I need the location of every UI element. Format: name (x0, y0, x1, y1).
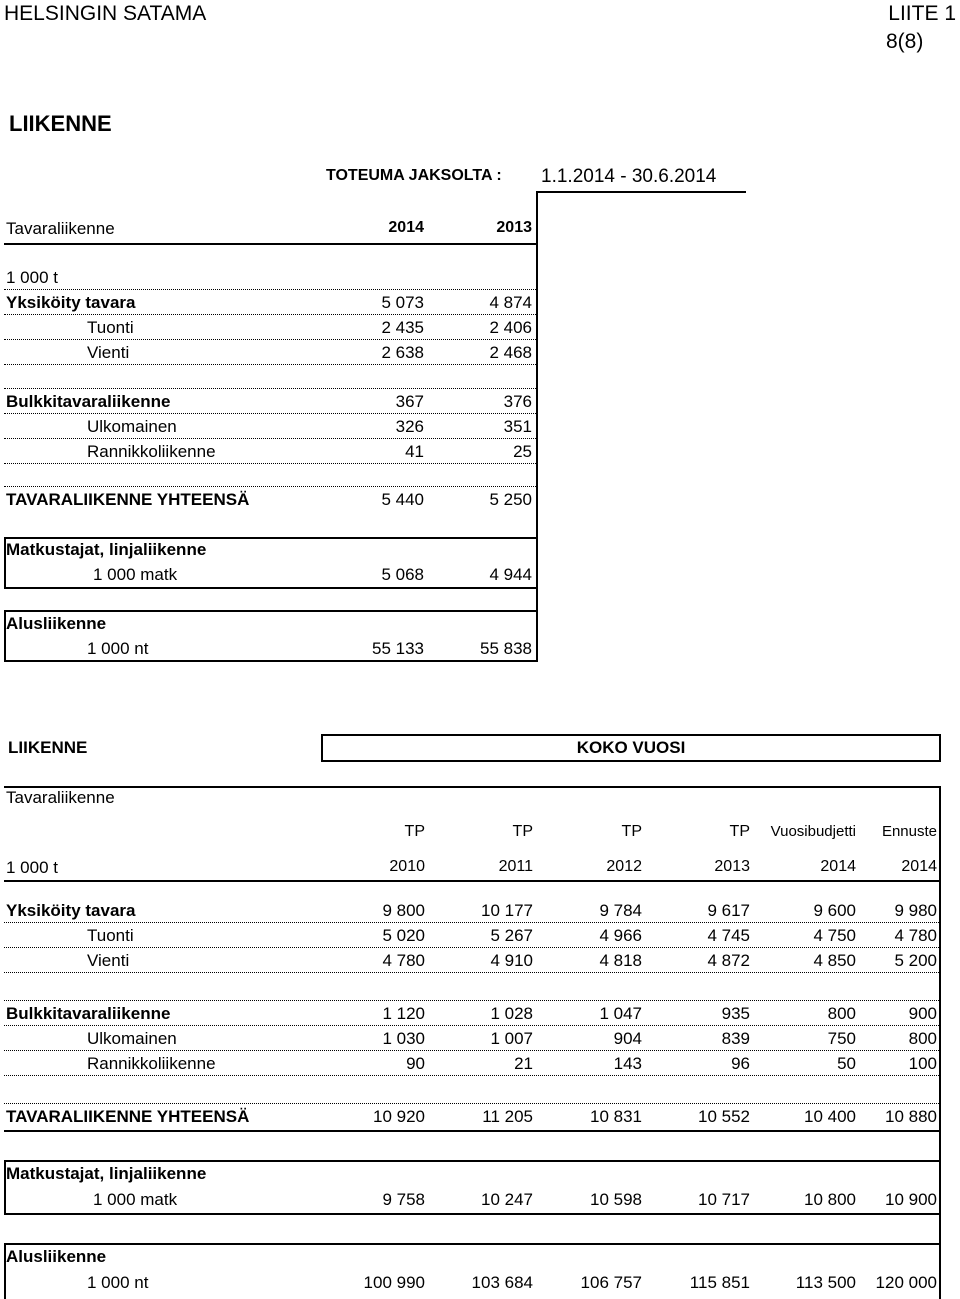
table-cell: 839 (721, 1029, 750, 1048)
table-cell: 2 468 (489, 343, 532, 362)
table2-col-top: TP (729, 823, 750, 840)
table2-rule (4, 1075, 939, 1076)
table1-rule (4, 660, 538, 662)
table-cell: 55 838 (480, 639, 532, 658)
table-cell: 1 120 (382, 1004, 425, 1023)
table-cell: 113 500 (795, 1273, 856, 1292)
table-cell: 5 073 (381, 293, 424, 312)
table-cell: 4 818 (599, 951, 642, 970)
page-number: 8(8) (886, 30, 924, 53)
table-cell: 800 (908, 1029, 937, 1048)
table-cell: 4 910 (490, 951, 533, 970)
table2-col-year: 2011 (498, 858, 533, 875)
table2-col-year: 2010 (389, 858, 425, 875)
table-cell: 367 (395, 392, 424, 411)
table1-rule (4, 364, 536, 365)
appendix-label: LIITE 1 (888, 2, 956, 25)
table-row-label: Tuonti (87, 318, 134, 337)
table1-rule (4, 339, 536, 340)
table-cell: 21 (514, 1054, 533, 1073)
table2-right-border (939, 786, 941, 1299)
table-cell: 1 007 (490, 1029, 533, 1048)
table-cell: 41 (405, 442, 424, 461)
table2-rule (4, 1103, 939, 1104)
table-cell: 5 440 (381, 490, 424, 509)
table-cell: 5 068 (381, 565, 424, 584)
table-row-label: Bulkkitavaraliikenne (6, 1004, 171, 1023)
table-cell: 9 617 (707, 901, 750, 920)
table-row-label: Matkustajat, linjaliikenne (6, 1164, 207, 1183)
table-row-label: Ulkomainen (87, 417, 177, 436)
table-cell: 2 435 (381, 318, 424, 337)
table1-rule (4, 388, 536, 389)
table-row-label: Rannikkoliikenne (87, 1054, 216, 1073)
table-cell: 10 177 (481, 901, 533, 920)
table-cell: 4 966 (599, 926, 642, 945)
table-row-label: Ulkomainen (87, 1029, 177, 1048)
table2-rule (4, 1130, 941, 1132)
table-row-label: Rannikkoliikenne (87, 442, 216, 461)
table-cell: 1 047 (599, 1004, 642, 1023)
table1-rule (4, 486, 536, 487)
table2-col-top: TP (621, 823, 642, 840)
table-cell: 9 600 (813, 901, 856, 920)
table-cell: 9 980 (894, 901, 937, 920)
table-cell: 96 (731, 1054, 750, 1073)
table-cell: 4 872 (707, 951, 750, 970)
table1-col-2014: 2014 (388, 219, 424, 236)
table-row-label: Vienti (87, 343, 130, 362)
table-row-label: Alusliikenne (6, 614, 107, 633)
table-cell: 90 (406, 1054, 425, 1073)
table1-rule (4, 413, 536, 414)
table-row-label: Yksiköity tavara (6, 901, 136, 920)
table-cell: 326 (395, 417, 424, 436)
table-row-label: 1 000 nt (87, 639, 149, 658)
table-row-label: Tuonti (87, 926, 134, 945)
table-cell: 9 784 (599, 901, 642, 920)
table-cell: 351 (503, 417, 532, 436)
table-cell: 5 267 (490, 926, 533, 945)
table-row-label: Vienti (87, 951, 130, 970)
table-cell: 2 638 (381, 343, 424, 362)
table1-section-label: Tavaraliikenne (6, 219, 115, 238)
table1-rule (4, 289, 536, 290)
table1-rule (4, 314, 536, 315)
table-cell: 4 780 (382, 951, 425, 970)
table-cell: 935 (721, 1004, 750, 1023)
table-cell: 5 250 (489, 490, 532, 509)
table-cell: 4 780 (894, 926, 937, 945)
table-cell: 5 020 (382, 926, 425, 945)
table2-rule (4, 1160, 941, 1162)
table1-rule (4, 610, 538, 612)
table2-rule (4, 1213, 941, 1215)
table2-unit: 1 000 t (6, 858, 58, 877)
table-cell: 106 757 (580, 1273, 642, 1292)
table-cell: 100 990 (363, 1273, 425, 1292)
period-label: TOTEUMA JAKSOLTA : (326, 167, 502, 184)
table-row-label: Matkustajat, linjaliikenne (6, 540, 207, 559)
period-underline (536, 191, 746, 193)
table-cell: 143 (613, 1054, 642, 1073)
table-cell: 10 400 (804, 1107, 856, 1126)
table-cell: 1 028 (490, 1004, 533, 1023)
table1-rule (4, 463, 536, 464)
table-cell: 2 406 (489, 318, 532, 337)
period-value: 1.1.2014 - 30.6.2014 (541, 166, 717, 187)
table-cell: 750 (827, 1029, 856, 1048)
table-row-label: 1 000 matk (93, 1190, 178, 1209)
table2-col-top: TP (404, 823, 425, 840)
page-title: LIIKENNE (9, 111, 112, 136)
table-cell: 10 552 (698, 1107, 750, 1126)
table2-rule (4, 947, 939, 948)
table-row-label: TAVARALIIKENNE YHTEENSÄ (6, 1107, 250, 1126)
table2-top-rule (4, 786, 941, 788)
table-cell: 904 (613, 1029, 642, 1048)
table1-rule (4, 438, 536, 439)
table-cell: 11 205 (482, 1107, 533, 1126)
table1-unit: 1 000 t (6, 268, 58, 287)
table2-col-year: 2014 (820, 858, 856, 875)
table2-col-top: Ennuste (881, 823, 937, 840)
table2-title: LIIKENNE (8, 738, 88, 757)
table2-col-year: 2013 (714, 858, 750, 875)
table1-left-border (4, 610, 6, 662)
org-name: HELSINGIN SATAMA (4, 2, 207, 25)
table-cell: 4 944 (489, 565, 532, 584)
table-row-label: 1 000 matk (93, 565, 178, 584)
table-cell: 9 758 (382, 1190, 425, 1209)
table-row-label: 1 000 nt (87, 1273, 149, 1292)
table2-rule (4, 922, 939, 923)
table1-rule (4, 587, 538, 589)
table1-rule (4, 537, 538, 539)
table1-header-rule (4, 243, 538, 245)
table1-right-border (536, 192, 538, 662)
table-cell: 10 800 (804, 1190, 856, 1209)
table2-left-border (4, 1160, 6, 1215)
table-cell: 120 000 (875, 1273, 937, 1292)
table-cell: 4 750 (813, 926, 856, 945)
table2-rule (4, 880, 941, 882)
table-cell: 103 684 (471, 1273, 533, 1292)
table-cell: 10 598 (590, 1190, 642, 1209)
table2-rule (4, 1050, 939, 1051)
table-cell: 4 745 (707, 926, 750, 945)
table2-rule (4, 1025, 939, 1026)
table-cell: 9 800 (382, 901, 425, 920)
table1-left-border (4, 537, 6, 589)
table-row-label: TAVARALIIKENNE YHTEENSÄ (6, 490, 250, 509)
table-cell: 10 247 (481, 1190, 533, 1209)
table-cell: 4 874 (489, 293, 532, 312)
table2-col-year: 2012 (606, 858, 642, 875)
table-cell: 100 (908, 1054, 937, 1073)
table-row-label: Bulkkitavaraliikenne (6, 392, 171, 411)
table2-rule (4, 1243, 941, 1245)
table-cell: 10 920 (373, 1107, 425, 1126)
table-cell: 10 831 (590, 1107, 642, 1126)
table2-col-top: TP (512, 823, 533, 840)
table-cell: 1 030 (382, 1029, 425, 1048)
table2-col-top: Vuosibudjetti (770, 823, 856, 840)
table-cell: 10 880 (885, 1107, 937, 1126)
table2-rule (4, 972, 939, 973)
table-row-label: Yksiköity tavara (6, 293, 136, 312)
table-cell: 50 (837, 1054, 856, 1073)
table-cell: 55 133 (372, 639, 424, 658)
table1-col-2013: 2013 (496, 219, 532, 236)
table2-period: KOKO VUOSI (576, 738, 686, 757)
table2-col-year: 2014 (901, 858, 937, 875)
table-row-label: Alusliikenne (6, 1247, 107, 1266)
table-cell: 25 (513, 442, 532, 461)
table-cell: 376 (503, 392, 532, 411)
table-cell: 5 200 (894, 951, 937, 970)
table-cell: 800 (827, 1004, 856, 1023)
table-cell: 10 717 (698, 1190, 750, 1209)
table-cell: 4 850 (813, 951, 856, 970)
table-cell: 10 900 (885, 1190, 937, 1209)
table2-rule (4, 1000, 939, 1001)
table-cell: 115 851 (689, 1273, 750, 1292)
table-cell: 900 (908, 1004, 937, 1023)
table2-section-label: Tavaraliikenne (6, 788, 115, 807)
